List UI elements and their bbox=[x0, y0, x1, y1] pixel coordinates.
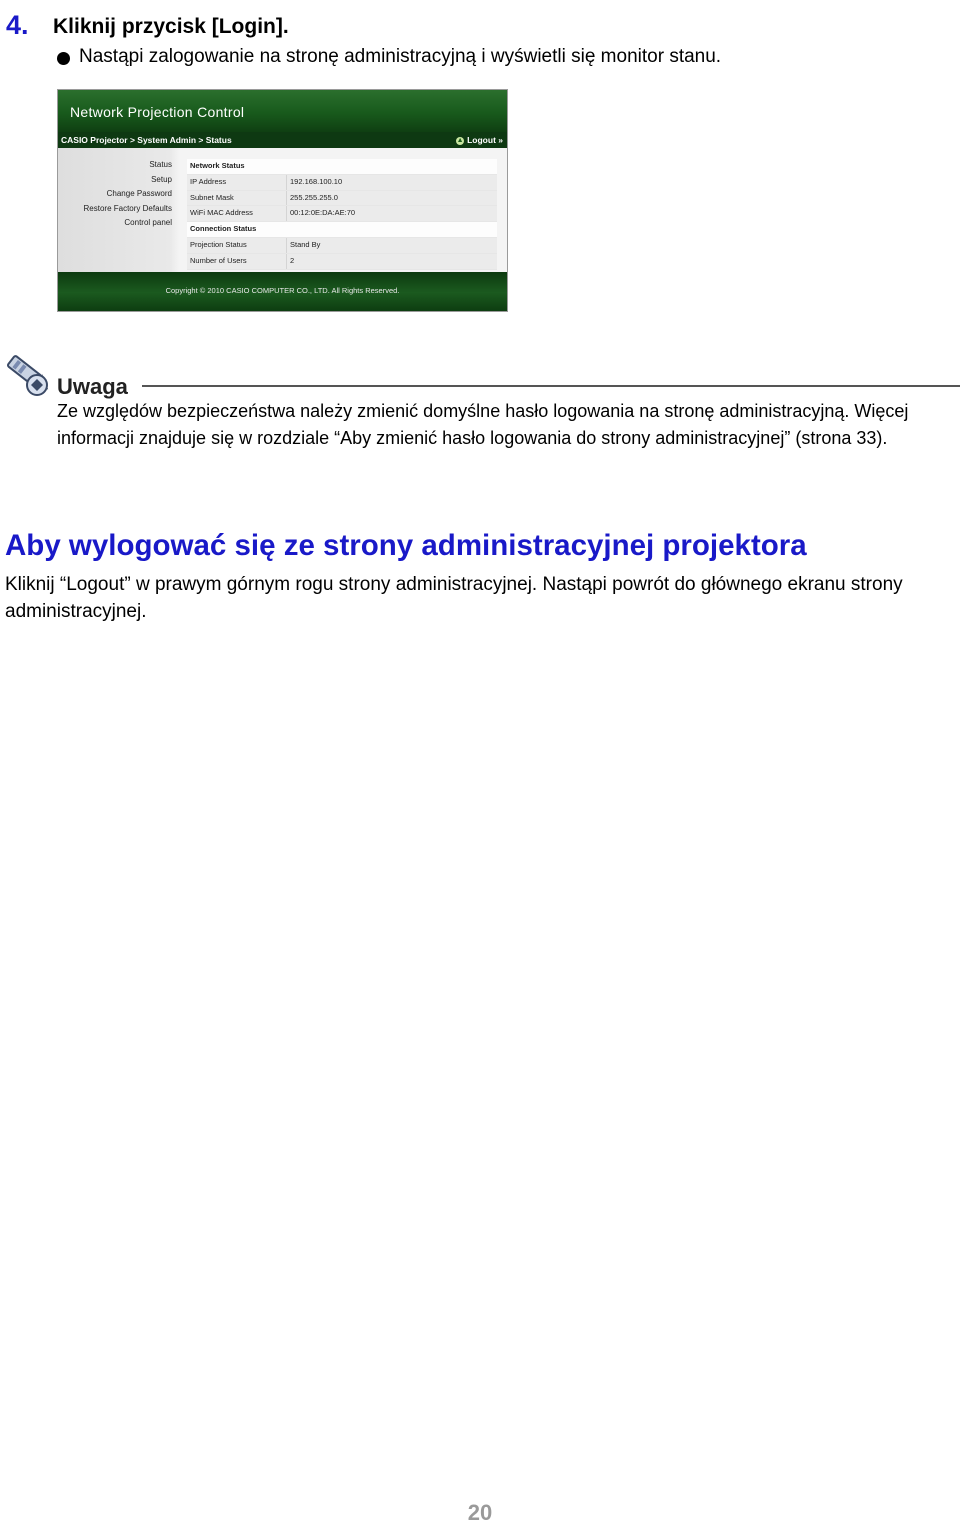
step-bullet-text: Nastąpi zalogowanie na stronę administracyjną i wyświetli się monitor stanu. bbox=[79, 46, 722, 67]
section-title: Aby wylogować się ze strony administracyjnej projektora bbox=[5, 529, 807, 562]
screenshot-breadcrumb: CASIO Projector > System Admin > Status bbox=[61, 135, 232, 145]
table-row bbox=[187, 206, 497, 222]
side-menu-item-control-panel[interactable]: Control panel bbox=[124, 218, 172, 227]
table-row bbox=[187, 175, 497, 191]
side-menu-item-restore-defaults[interactable]: Restore Factory Defaults bbox=[83, 203, 172, 213]
side-menu-item-setup[interactable]: Setup bbox=[151, 174, 172, 184]
screenshot-logout-label: Logout » bbox=[467, 135, 503, 145]
screenshot-status-table bbox=[187, 159, 497, 270]
table-row bbox=[187, 222, 497, 238]
screenshot-breadcrumb-bar bbox=[58, 132, 507, 148]
table-row bbox=[187, 159, 497, 175]
arrow-up-icon: ▲ bbox=[456, 136, 464, 144]
screenshot-app-title: Network Projection Control bbox=[70, 104, 245, 120]
step-title: Kliknij przycisk [Login]. bbox=[53, 15, 289, 38]
side-menu-item-status[interactable]: Status bbox=[149, 160, 172, 169]
note-divider bbox=[142, 385, 960, 387]
note-title: Uwaga bbox=[57, 374, 128, 399]
section-body: Kliknij “Logout” w prawym górnym rogu strony administracyjnej. Nastąpi powrót do głównego ekranu strony administracyjnej. bbox=[5, 574, 903, 622]
row-value: Stand By bbox=[290, 239, 321, 249]
row-value: 2 bbox=[290, 255, 295, 265]
row-value: 00:12:0E:DA:AE:70 bbox=[290, 208, 356, 218]
page-number: 20 bbox=[467, 1500, 493, 1525]
screenshot-body bbox=[58, 148, 507, 272]
row-key: Number of Users bbox=[190, 255, 247, 265]
row-value: 255.255.255.0 bbox=[290, 192, 338, 202]
table-row bbox=[187, 191, 497, 207]
screenshot-logout-link[interactable] bbox=[456, 132, 503, 148]
table-row bbox=[187, 254, 497, 270]
note-body: Ze względów bezpieczeństwa należy zmienić domyślne hasło logowania na stronę administracyjną. Więcej informacji znajduje się w rozdziale “Aby zmienić hasło logowania do strony administracyjnej” (strona 33). bbox=[57, 401, 909, 448]
admin-page-screenshot bbox=[57, 89, 508, 312]
screenshot-copyright: Copyright © 2010 CASIO COMPUTER CO., LTD. All Rights Reserved. bbox=[165, 286, 400, 295]
row-key: IP Address bbox=[190, 176, 227, 186]
table-row bbox=[187, 238, 497, 254]
side-menu-item-change-password[interactable]: Change Password bbox=[106, 189, 172, 198]
row-value: 192.168.100.10 bbox=[290, 176, 343, 186]
pencil-note-icon bbox=[4, 352, 54, 398]
screenshot-side-menu bbox=[84, 158, 172, 231]
step-number: 4. bbox=[6, 10, 29, 40]
row-key: Subnet Mask bbox=[190, 192, 234, 202]
row-key: WiFi MAC Address bbox=[190, 208, 253, 218]
bullet-icon bbox=[57, 52, 70, 65]
row-key: Network Status bbox=[190, 161, 245, 170]
screenshot-footer bbox=[58, 272, 507, 312]
row-key: Projection Status bbox=[190, 239, 247, 249]
row-key: Connection Status bbox=[190, 224, 257, 234]
screenshot-header bbox=[58, 90, 507, 132]
